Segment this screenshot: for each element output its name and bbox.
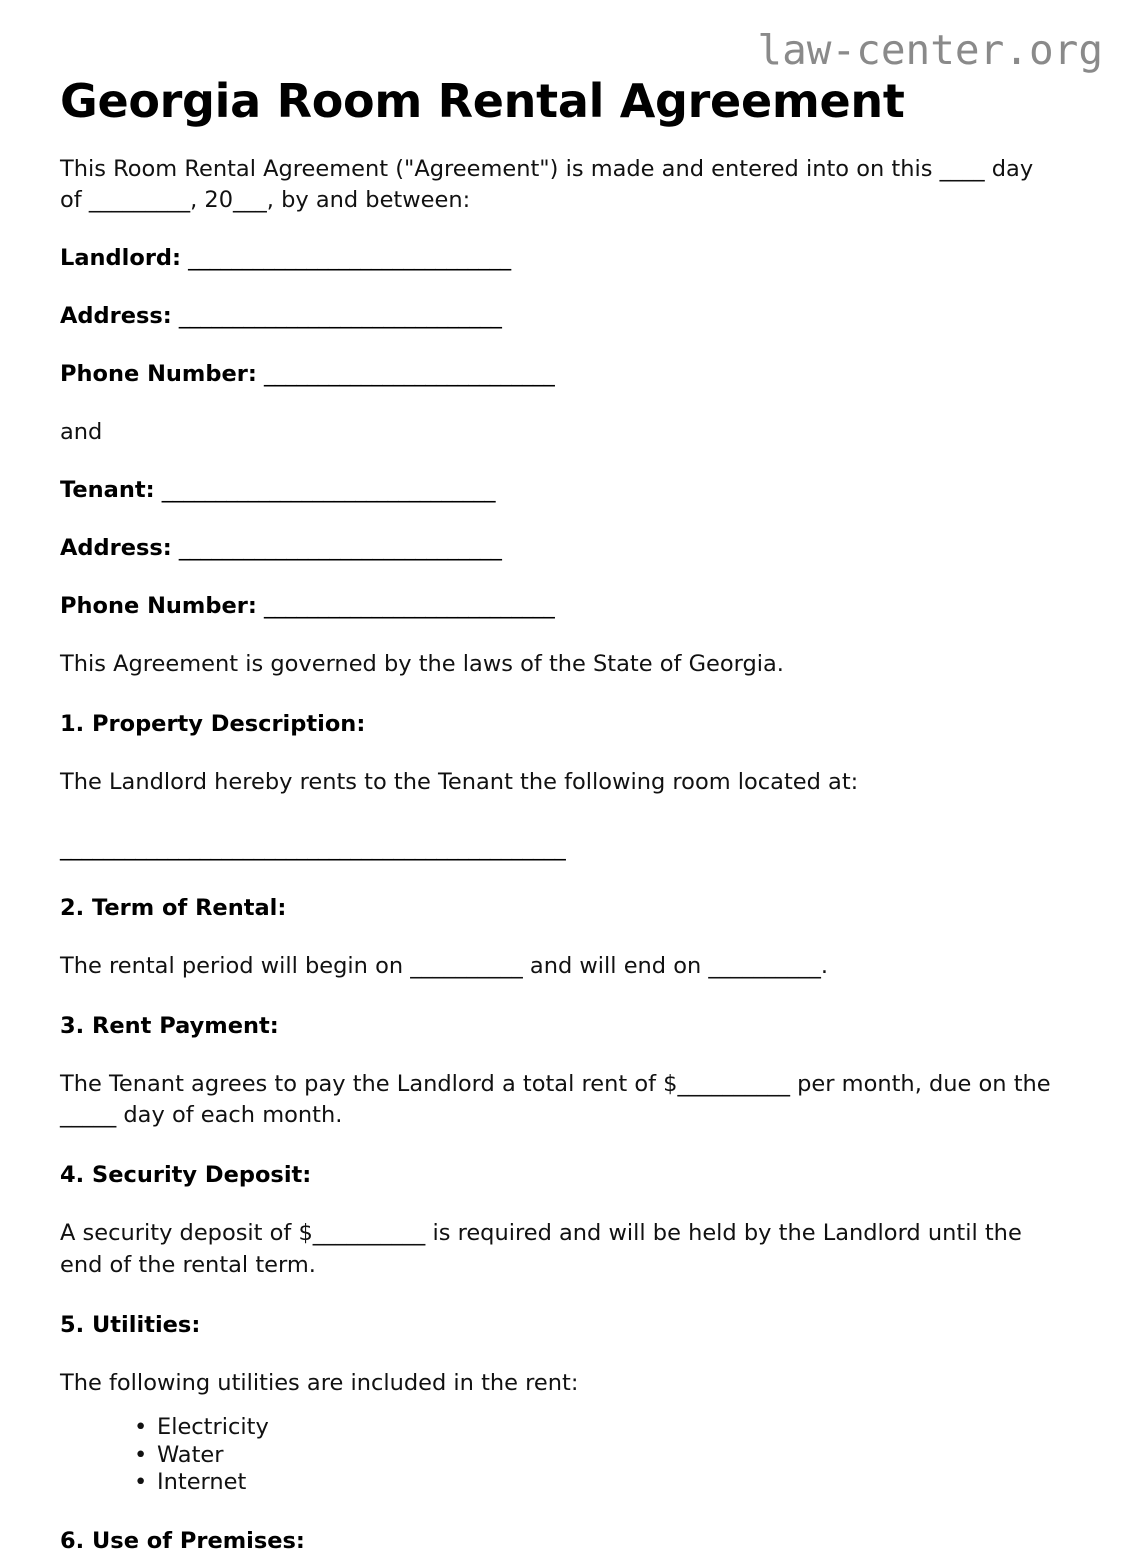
list-item: • Internet: [134, 1469, 1073, 1496]
list-item: • Water: [134, 1442, 1073, 1469]
site-watermark: law-center.org: [757, 26, 1103, 74]
landlord-address-field: [60, 275, 1073, 333]
landlord-phone-blank[interactable]: ___________________________: [264, 361, 555, 388]
section-body-property-description: The Landlord hereby rents to the Tenant the following room located at:: [60, 768, 859, 795]
landlord-phone-field: [60, 333, 1073, 391]
list-item: • Electricity: [134, 1414, 1073, 1441]
landlord-name-field: [60, 217, 1073, 275]
landlord-address-blank[interactable]: ______________________________: [178, 303, 502, 330]
tenant-address-label: Address:: [60, 535, 172, 562]
section-body-utilities: The following utilities are included in the rent:: [60, 1370, 579, 1397]
section-heading-utilities: 5. Utilities:: [60, 1312, 201, 1339]
intro-paragraph: This Room Rental Agreement ("Agreement") is made and entered into on this ____ day of _________, 20___, by and between:: [60, 155, 1034, 214]
tenant-name-field: [60, 449, 1073, 507]
tenant-name-blank[interactable]: _______________________________: [161, 477, 495, 504]
section-body-rent-payment: The Tenant agrees to pay the Landlord a total rent of $__________ per month, due on the _____ day of each month.: [60, 1070, 1051, 1129]
parties-conjunction: and: [60, 419, 103, 446]
section-body-security-deposit: A security deposit of $__________ is required and will be held by the Landlord until the end of the rental term.: [60, 1220, 1022, 1279]
section-body-term-of-rental: The rental period will begin on __________ and will end on __________.: [60, 952, 829, 979]
tenant-phone-label: Phone Number:: [60, 593, 257, 620]
landlord-address-label: Address:: [60, 303, 172, 330]
landlord-phone-label: Phone Number:: [60, 361, 257, 388]
landlord-name-blank[interactable]: ______________________________: [188, 245, 511, 272]
tenant-address-blank[interactable]: ______________________________: [178, 535, 502, 562]
tenant-phone-field: [60, 565, 1073, 623]
property-address-blank[interactable]: _______________________________________________: [60, 834, 566, 861]
section-heading-use-of-premises: 6. Use of Premises:: [60, 1528, 305, 1555]
tenant-phone-blank[interactable]: ___________________________: [264, 593, 555, 620]
section-heading-security-deposit: 4. Security Deposit:: [60, 1162, 312, 1189]
section-heading-term-of-rental: 2. Term of Rental:: [60, 894, 287, 921]
page-title: Georgia Room Rental Agreement: [60, 74, 905, 128]
tenant-address-field: [60, 507, 1073, 565]
utilities-list: [60, 1400, 1073, 1496]
section-heading-property-description: 1. Property Description:: [60, 710, 366, 737]
governing-law-paragraph: This Agreement is governed by the laws of the State of Georgia.: [60, 650, 784, 677]
landlord-name-label: Landlord:: [60, 245, 182, 272]
tenant-name-label: Tenant:: [60, 477, 155, 504]
section-heading-rent-payment: 3. Rent Payment:: [60, 1012, 279, 1039]
